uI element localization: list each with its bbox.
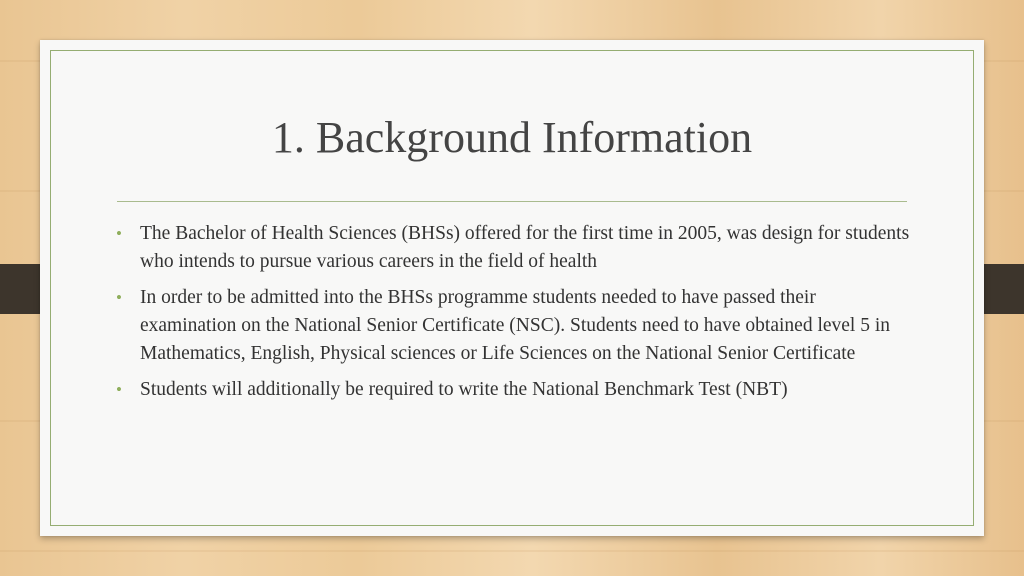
bullet-item [116,376,910,404]
title-divider [117,201,907,202]
bullet-text: In order to be admitted into the BHSs programme students needed to have passed their examination on the National Senior Certificate (NSC). Students need to have obtained level 5 in Mathematics, English, Physical sciences or Life Sciences on the National Senior Certificate [140,287,891,364]
bullet-item [116,284,910,368]
bullet-list [116,220,910,412]
bullet-text: The Bachelor of Health Sciences (BHSs) offered for the first time in 2005, was design for students who intends to pursue various careers in the field of health [140,223,910,272]
slide-card [40,40,984,536]
background-grain [0,550,1024,552]
bullet-icon: • [116,288,122,307]
bullet-text: Students will additionally be required to write the National Benchmark Test (NBT) [140,379,788,400]
bullet-icon: • [116,224,122,243]
bullet-item [116,220,910,276]
bullet-icon: • [116,380,122,399]
slide-title: 1. Background Information [271,113,753,162]
